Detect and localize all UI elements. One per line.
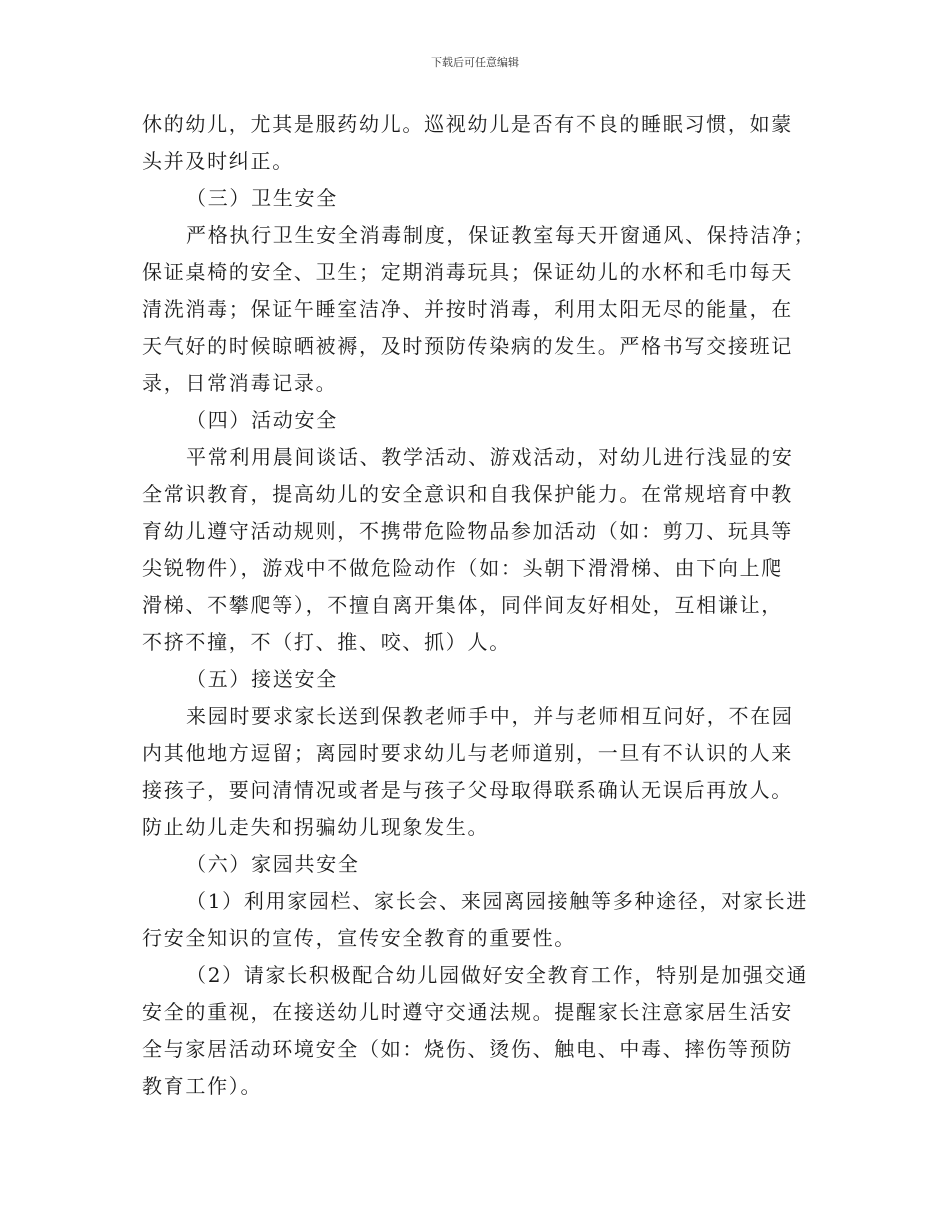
text-line: 全常识教育，提高幼儿的安全意识和自我保护能力。在常规培育中教 — [142, 482, 793, 506]
text-line: 严格执行卫生安全消毒制度，保证教室每天开窗通风、保持洁净； — [186, 223, 816, 247]
text-line: （1）利用家园栏、家长会、来园离园接触等多种途径，对家长进 — [186, 889, 809, 913]
page-header: 下载后可任意编辑 — [431, 56, 519, 69]
document-body — [142, 106, 816, 1105]
text-line: 尖锐物件），游戏中不做危险动作（如：头朝下滑滑梯、由下向上爬 — [142, 556, 783, 580]
text-line: 滑梯、不攀爬等），不擅自离开集体，同伴间友好相处，互相谦让， — [142, 593, 783, 617]
text-line: 防止幼儿走失和拐骗幼儿现象发生。 — [142, 815, 490, 839]
text-line: 来园时要求家长送到保教老师手中，并与老师相互问好，不在园 — [186, 704, 794, 728]
text-line: 休的幼儿，尤其是服药幼儿。巡视幼儿是否有不良的睡眠习惯，如蒙 — [142, 112, 793, 136]
text-line: 安全的重视，在接送幼儿时遵守交通法规。提醒家长注意家居生活安 — [142, 1000, 793, 1024]
text-line: 清洗消毒；保证午睡室洁净、并按时消毒，利用太阳无尽的能量，在 — [142, 297, 793, 321]
text-line: 不挤不撞，不（打、推、咬、抓）人。 — [142, 630, 511, 654]
text-line: （四）活动安全 — [186, 408, 338, 432]
text-line: 平常利用晨间谈话、教学活动、游戏活动，对幼儿进行浅显的安 — [186, 445, 794, 469]
text-line: （三）卫生安全 — [186, 186, 338, 210]
text-line: 头并及时纠正。 — [142, 149, 294, 173]
text-line: 内其他地方逗留；离园时要求幼儿与老师道别，一旦有不认识的人来 — [142, 741, 793, 765]
text-line: （2）请家长积极配合幼儿园做好安全教育工作，特别是加强交通 — [186, 963, 809, 987]
text-line: （六）家园共安全 — [186, 852, 360, 876]
text-line: 保证桌椅的安全、卫生；定期消毒玩具；保证幼儿的水杯和毛巾每天 — [142, 260, 793, 284]
text-line: （五）接送安全 — [186, 667, 338, 691]
text-line: 育幼儿遵守活动规则，不携带危险物品参加活动（如：剪刀、玩具等 — [142, 519, 793, 543]
text-line: 行安全知识的宣传，宣传安全教育的重要性。 — [142, 926, 576, 950]
text-line: 录，日常消毒记录。 — [142, 371, 338, 395]
text-line: 全与家居活动环境安全（如：烧伤、烫伤、触电、中毒、摔伤等预防 — [142, 1037, 793, 1061]
text-line: 教育工作）。 — [142, 1074, 263, 1098]
text-line: 天气好的时候晾晒被褥，及时预防传染病的发生。严格书写交接班记 — [142, 334, 793, 358]
text-line: 接孩子，要问清情况或者是与孩子父母取得联系确认无误后再放人。 — [142, 778, 793, 802]
